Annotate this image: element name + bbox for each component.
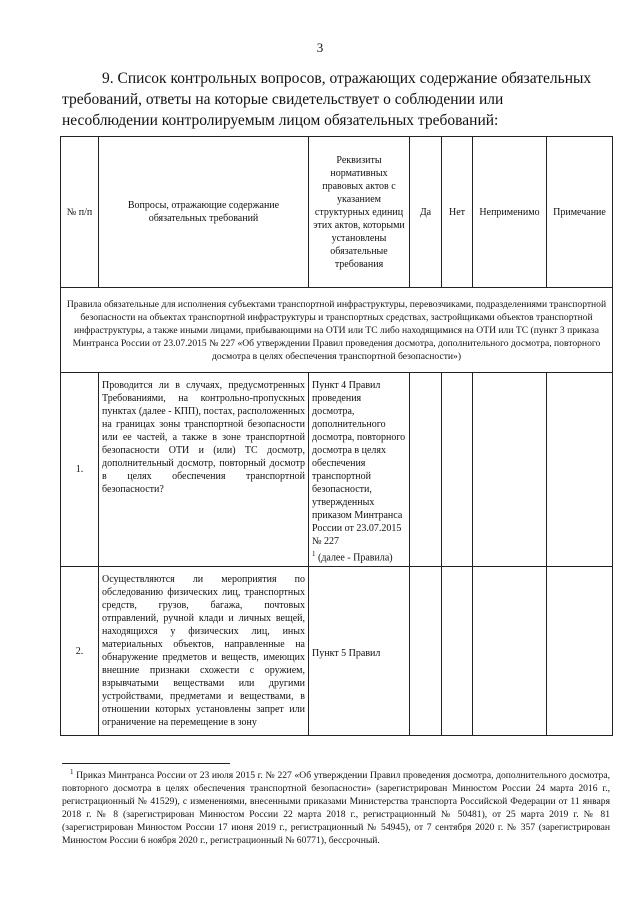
table-row [61,373,613,567]
footnote-ref-mark: 1 [312,550,316,558]
footnote-divider [62,763,230,764]
header-num: № п/п [61,137,99,288]
row-question: Осуществляются ли мероприятия по обследованию физических лиц, транспортных средств, грузов, багажа, почтовых отправлений, ручной клади и личных вещей, находящихся у физических лиц, иных материальных объектов, направленные на обнаружение предметов и веществ, имеющих внешние признаки схожести с оружием, взрывчатыми веществами или другими устройствами, предметами и веществами, в отношении которых установлены запрет или ограничение на перемещение в зону [99,567,309,736]
section-title: 9. Список контрольных вопросов, отражающих содержание обязательных требований, ответы на которые свидетельствует о соблюдении или несоблюдении контролируемым лицом обязательных требований: [62,70,592,129]
answer-yes-cell[interactable] [410,567,442,736]
answer-no-cell[interactable] [442,373,473,567]
row-reference: Пункт 4 Правил проведения досмотра, дополнительного досмотра, повторного досмотра в целях обеспечения транспортной безопасности, утвержденных приказом Минтранса России от 23.07.2015 № 227 [312,380,406,547]
header-question: Вопросы, отражающие содержание обязательных требований [99,137,309,288]
row-number: 1. [61,373,99,567]
header-note: Примечание [547,137,613,288]
header-yes: Да [410,137,442,288]
row-number: 2. [61,567,99,736]
header-no: Нет [442,137,473,288]
row-reference-note: (далее - Правила) [315,552,393,564]
note-cell[interactable] [547,567,613,736]
answer-no-cell[interactable] [442,567,473,736]
section-heading: Правила обязательные для исполнения субъектами транспортной инфраструктуры, перевозчиками, подразделениями транспортной безопасности на объектах транспортной инфраструктуры и транспортных средствах, застройщиками объектов транспортной инфраструктуры, а также иными лицами, прибывающими на ОТИ или ТС либо находящимися на ОТИ или ТС (пункт 3 приказа Минтранса России от 23.07.2015 № 227 «Об утверждении Правил проведения досмотра, дополнительного досмотра, повторного досмотра в целях обеспечения транспортной безопасности») [61,288,613,373]
checklist-table [60,136,613,736]
answer-na-cell[interactable] [473,567,547,736]
answer-na-cell[interactable] [473,373,547,567]
section-heading-row [61,288,613,373]
row-question: Проводится ли в случаях, предусмотренных Требованиями, на контрольно-пропускных пунктах (далее - КПП), постах, расположенных на границах зоны транспортной безопасности или ее частей, а также в зоне транспортной безопасности ОТИ и (или) ТС досмотр, дополнительный досмотр, повторный досмотр в целях обеспечения транспортной безопасности? [99,373,309,567]
answer-yes-cell[interactable] [410,373,442,567]
table-header-row [61,137,613,288]
header-reference: Реквизиты нормативных правовых актов с указанием структурных единиц этих актов, которыми установлены обязательные требования [309,137,410,288]
note-cell[interactable] [547,373,613,567]
row-reference-cell [309,373,410,567]
header-na: Неприменимо [473,137,547,288]
table-row [61,567,613,736]
page-number: 3 [316,40,324,55]
footnote-mark: 1 [70,768,74,776]
footnote-text: Приказ Минтранса России от 23 июля 2015 г. № 227 «Об утверждении Правил проведения досмотра, дополнительного досмотра, повторного досмотра в целях обеспечения транспортной безопасности» (зарегистрирован Минюстом России 24 марта 2016 г., регистрационный № 41529), с изменениями, внесенными приказами Министерства транспорта Российской Федерации от 11 января 2018 г. № 8 (зарегистрирован Минюстом России 22 марта 2018 г., регистрационный № 50481), от 25 марта 2019 г. № 81 (зарегистрирован Минюстом России 17 июня 2019 г., регистрационный № 54945), от 7 сентября 2020 г. № 357 (зарегистрирован Минюстом России 6 ноября 2020 г., регистрационный № 60771), бессрочный. [62,770,610,847]
footnote [62,766,610,847]
row-reference: Пункт 5 Правил [309,567,410,736]
